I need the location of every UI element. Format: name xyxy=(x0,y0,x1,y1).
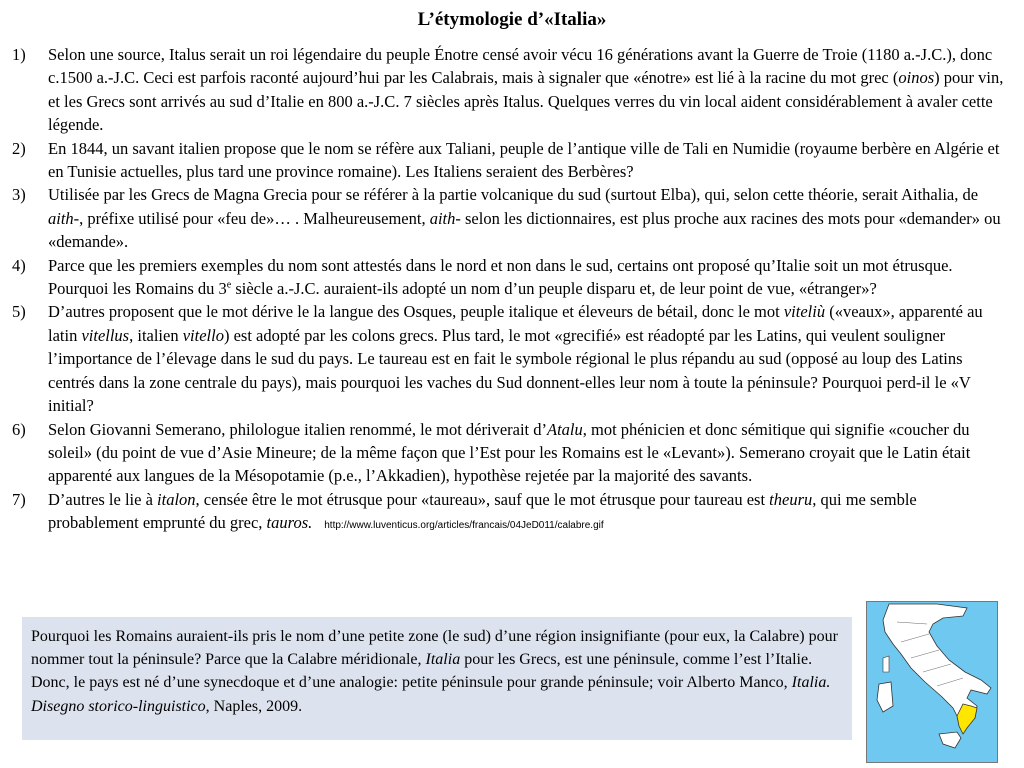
italic-term: tauros. xyxy=(266,513,313,533)
source-url: http://www.luventicus.org/articles/francais/04JeD011/calabre.gif xyxy=(324,520,604,532)
item-text: , qui me semble probablement emprunté du grec, xyxy=(48,489,917,533)
italic-term: aith- xyxy=(48,208,80,228)
page-title: L’étymologie d’«Italia» xyxy=(417,9,607,30)
list-item xyxy=(0,418,1010,488)
item-number: 1) xyxy=(12,45,26,64)
italic-term: vitellus xyxy=(81,325,130,345)
box-text: pour les Grecs, est une péninsule, comme l’est l’Italie. Donc, le pays est né d’une synecdoque et d’une analogie: petite péninsule pour grande péninsule; voir Alberto Manco, xyxy=(31,651,813,692)
item-text: , mot phénicien et donc sémitique qui signifie «coucher du soleil» (du point de vue d’Asie Mineure; de la même façon que l’Est pour les Romains est le «Levant»). Semerano croyait que le Latin était apparenté aux langues de la Mésopotamie (p.e., l’Akkadien), hypothèse rejetée par la majorité des savants. xyxy=(48,419,971,486)
item-number: 2) xyxy=(12,138,26,158)
item-text: ) est adopté par les colons grecs. Plus tard, le mot «grecifié» est réadopté par les Latins, qui veulent souligner l’importance de l’élevage dans le sud du pays. Le taureau est en fait le symbole régional le plus répandu au sud (opposé au loup des Latins centrés dans la zone centrale du pays), mais pourquoi les vaches du Sud donnent-elles leur nom à toute la péninsule? Pourquoi perd-il le «V initial? xyxy=(48,325,971,416)
italic-term: theuru xyxy=(769,489,813,509)
item-text: siècle a.-J.C. auraient-ils adopté un nom d’un peuple disparu et, de leur point de vue, «étranger»? xyxy=(231,279,877,299)
list-item xyxy=(0,254,1010,301)
item-text: , italien xyxy=(129,325,183,345)
item-text: D’autres proposent que le mot dérive le la langue des Osques, peuple italique et éleveurs de bétail, donc le mot xyxy=(48,302,784,322)
italic-term: Italia xyxy=(425,651,461,669)
list-item xyxy=(0,300,1010,417)
list-item xyxy=(0,137,1010,184)
box-text: Pourquoi les Romains auraient-ils pris le nom d’une petite zone (le sud) d’une région insignifiante (pour eux, la Calabre) pour nommer tout la péninsule? Parce que la Calabre méridionale, xyxy=(31,628,838,669)
superscript: e xyxy=(226,279,232,291)
etymology-list xyxy=(0,43,1010,538)
italic-term: aith- xyxy=(429,208,461,228)
list-item xyxy=(0,43,1010,137)
item-text: Utilisée par les Grecs de Magna Grecia pour se référer à la partie volcanique du sud (surtout Elba), qui, selon cette théorie, serait Aithalia, de xyxy=(48,185,979,205)
item-number: 5) xyxy=(12,302,26,322)
item-text: , préfixe utilisé pour «feu de»… . Malheureusement, xyxy=(79,208,430,228)
book-title: Italia. Disegno storico-linguistico xyxy=(31,674,831,715)
list-item xyxy=(0,488,1010,538)
item-text: D’autres le lie à xyxy=(48,489,158,509)
item-number: 7) xyxy=(12,489,26,509)
item-number: 4) xyxy=(12,255,26,275)
item-text: Selon une source, Italus serait un roi légendaire du peuple Énotre censé avoir vécu 16 générations avant la Guerre de Troie (1180 a.-J.C.), donc c.1500 a.-J.C. Ceci est parfois raconté aujourd’hui par les Calabrais, mais à signaler que «énotre» est lié à la racine du mot grec ( xyxy=(48,45,993,88)
italy-map-image xyxy=(866,601,998,763)
item-text: , censée être le mot étrusque pour «taureau», sauf que le mot étrusque pour taureau est xyxy=(195,489,770,509)
item-text: («veaux», apparenté au latin xyxy=(48,302,983,345)
list-item xyxy=(0,183,1010,253)
item-text: ) pour vin, et les Grecs sont arrivés au sud d’Italie en 800 a.-J.C. 7 siècles après Italus. Quelques verres du vin local aident considérablement à avaler cette légende. xyxy=(48,68,1004,135)
box-text: , Naples, 2009. xyxy=(205,697,303,715)
item-text: selon les dictionnaires, est plus proche aux racines des mots pour «demander» ou «demande». xyxy=(48,208,1001,252)
italy-map-icon xyxy=(867,602,997,762)
italic-term: vitello xyxy=(182,325,224,345)
italic-term: oinos xyxy=(898,68,935,88)
item-number: 3) xyxy=(12,185,26,205)
conclusion-box xyxy=(22,617,852,740)
italic-term: italon xyxy=(157,489,196,509)
item-text: Selon Giovanni Semerano, philologue italien renommé, le mot dériverait d’ xyxy=(48,419,547,439)
italic-term: Atalu xyxy=(547,419,583,439)
italic-term: viteliù xyxy=(783,302,826,322)
item-text: En 1844, un savant italien propose que le nom se réfère aux Taliani, peuple de l’antique ville de Tali en Numidie (royaume berbère en Algérie et en Tunisie actuelles, plus tard une province romaine). Les Italiens seraient des Berbères? xyxy=(48,138,1000,182)
item-number: 6) xyxy=(12,419,26,439)
item-text: Parce que les premiers exemples du nom sont attestés dans le nord et non dans le sud, certains ont proposé qu’Italie soit un mot étrusque. Pourquoi les Romains du 3 xyxy=(48,255,953,299)
